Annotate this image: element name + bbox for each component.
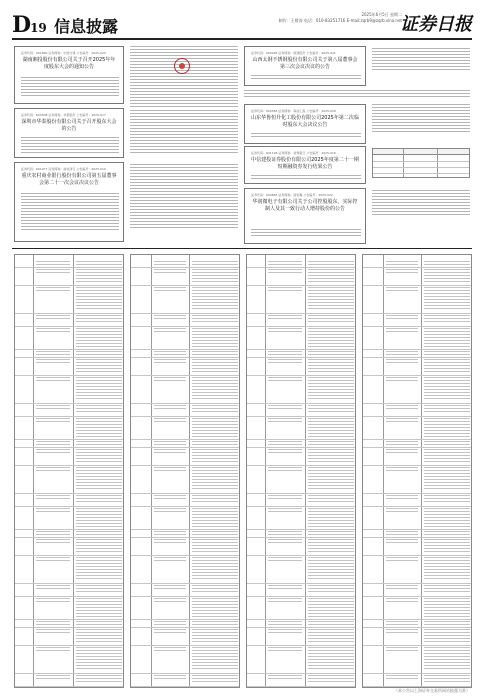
notice-title: 中信建投证券股份有限公司2025年度第二十一期短期融资券发行结果公告 [251,157,359,170]
notice-box-7: 证券代码：600663 证券简称：陆家嘴 公告编号：2025-022 华润微电子有限公司关于公司控股股东、实际控制人及其一致行动人增持股份的公告 [244,188,366,244]
disclosure-table-1 [14,254,124,688]
notice-title: 华润微电子有限公司关于公司控股股东、实际控制人及其一致行动人增持股份的公告 [252,199,358,212]
section-rule [12,248,472,249]
notice-title: 山东华鲁恒升化工股份有限公司2025年第二次临时股东大会决议公告 [251,115,359,128]
footer-note: （本公告以上海证券交易所网站披露为准） [394,688,470,693]
notice-body-text [130,110,238,155]
masthead [12,10,472,38]
notice-box-1: 证券代码：601800 证券简称：中国交建 公告编号：2025-020 湖南湘投股份有限公司关于召开2025年年度股东大会的通知公告 [14,46,124,104]
disclosure-table-3 [246,254,356,688]
notice-body-text [244,90,470,99]
notice-title: 重庆农村商业银行股份有限公司第五届董事会第二十一次会议决议公告 [21,173,117,186]
notice-title: 深圳市华泰股份有限公司关于召开股东大会的公告 [21,119,117,132]
notice-box-2: 证券代码：600308 证券简称：华泰股份 公告编号：2025-017 深圳市华泰股份有限公司关于召开股东大会的公告 [14,108,124,158]
header-meta: 2025年6月5日 星期二 制作：王敬涛 电话：010-83251716 E-mail:zqrb9@zqrb.sina.net [278,12,402,23]
notice-body-text [130,164,238,230]
notice-body-text [372,48,470,72]
page-number: D19 [12,12,47,38]
notice-title: 山西太钢不锈钢股份有限公司关于第八届董事会第三次会议决议的公告 [252,57,358,70]
notice-box-4: 证券代码：600248 证券简称：陕建股份 公告编号：2025-021 山西太钢不锈钢股份有限公司关于第八届董事会第三次会议决议的公告 [244,46,366,86]
notice-body-text [372,190,470,217]
notice-box-5: 证券代码：600583 证券简称：海油工程 公告编号：2025-018 山东华鲁恒升化工股份有限公司2025年第二次临时股东大会决议公告 [244,104,366,144]
company-seal-icon [174,58,190,74]
notice-box-6: 证券代码：601128 证券简称：常熟银行 公告编号：2025-016 中信建投证券股份有限公司2025年度第二十一期短期融资券发行结果公告 [244,146,366,184]
section-title: 信息披露 [54,17,119,36]
masthead-rule [12,38,472,40]
disclosure-table-4 [362,254,472,688]
notice-body-text [372,104,470,134]
issuance-table [372,148,470,178]
notice-body-text [130,46,238,109]
notice-box-3: 证券代码：601077 证券简称：渝农商行 公告编号：2025-019 重庆农村商业银行股份有限公司第五届董事会第二十一次会议决议公告 [14,162,124,242]
notice-title: 湖南湘投股份有限公司关于召开2025年年度股东大会的通知公告 [22,57,116,70]
disclosure-table-2 [130,254,240,688]
newspaper-logo: 证券日报 [400,14,472,35]
